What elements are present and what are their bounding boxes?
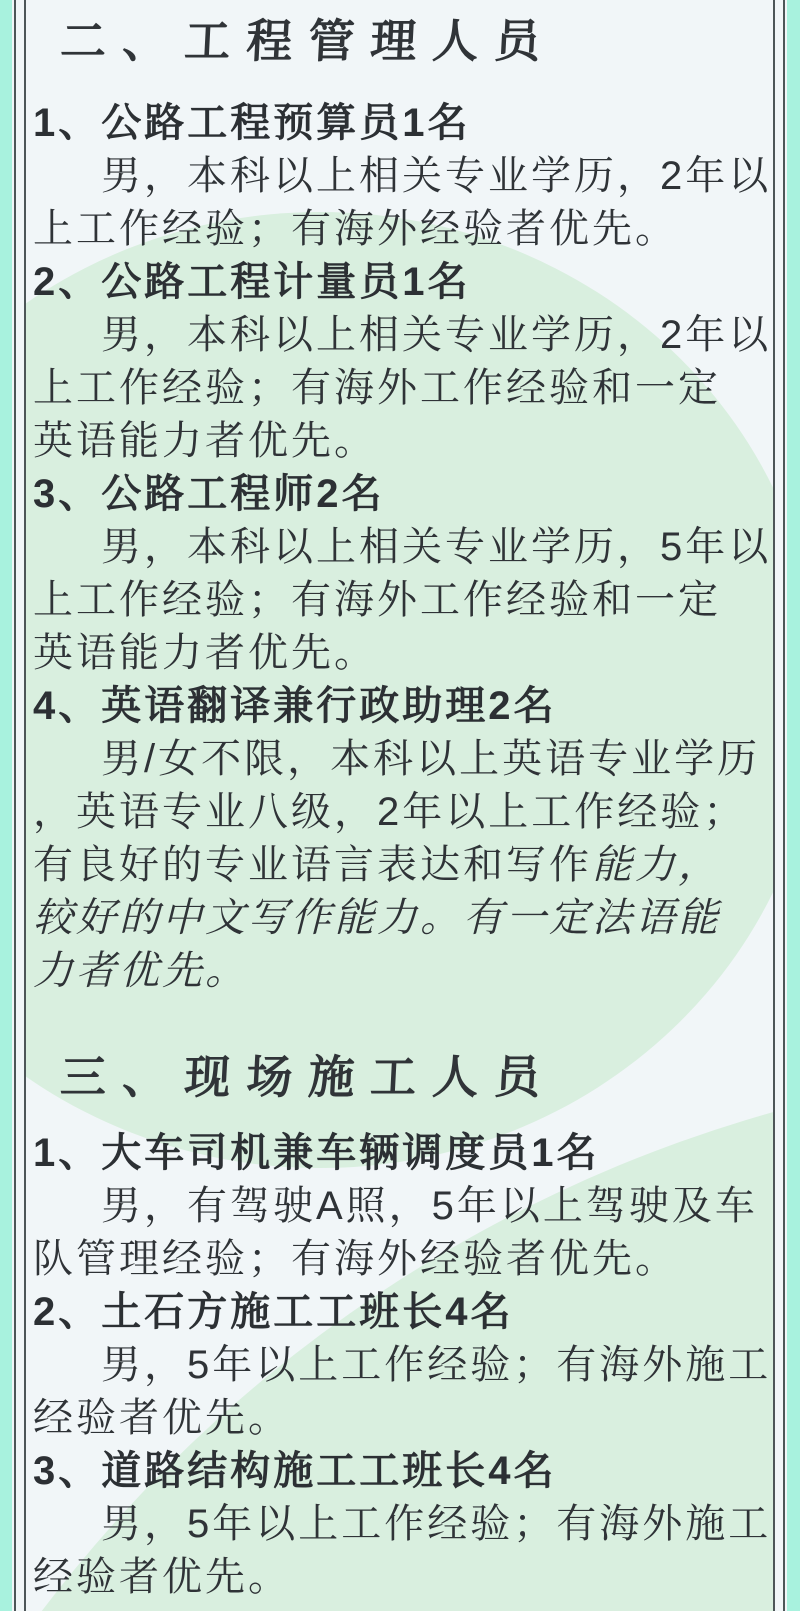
job-title: 2、土石方施工工班长4名 bbox=[33, 1290, 514, 1334]
job-desc-line: 男，本科以上相关专业学历，5年以 bbox=[101, 525, 772, 569]
job-title: 3、道路结构施工工班长4名 bbox=[33, 1449, 557, 1493]
page-edge-strip-right bbox=[787, 0, 800, 1611]
frame-rule-left-outer bbox=[14, 0, 16, 1611]
job-desc-segment-italic: 能力， bbox=[592, 843, 721, 887]
job-desc-line: 经验者优先。 bbox=[33, 1555, 291, 1599]
job-title: 3、公路工程师2名 bbox=[33, 472, 385, 516]
job-desc-line: ，英语专业八级，2年以上工作经验； bbox=[33, 790, 747, 834]
job-desc-line bbox=[33, 839, 765, 892]
job-title: 1、大车司机兼车辆调度员1名 bbox=[33, 1131, 600, 1175]
job-desc-line: 男，5年以上工作经验；有海外施工 bbox=[101, 1502, 772, 1546]
job-title: 4、英语翻译兼行政助理2名 bbox=[33, 684, 557, 728]
job-desc-line: 男，5年以上工作经验；有海外施工 bbox=[101, 1343, 772, 1387]
frame-rule-right-inner bbox=[773, 0, 775, 1611]
job-title: 2、公路工程计量员1名 bbox=[33, 260, 471, 304]
job-desc-line: 英语能力者优先。 bbox=[33, 631, 377, 675]
job-desc-line: 经验者优先。 bbox=[33, 1396, 291, 1440]
job-title: 1、公路工程预算员1名 bbox=[33, 101, 471, 145]
job-desc-line: 较好的中文写作能力。有一定法语能 bbox=[33, 896, 721, 940]
article-body bbox=[26, 0, 773, 1611]
job-desc-line: 上工作经验；有海外工作经验和一定 bbox=[33, 578, 721, 622]
frame-rule-right-outer bbox=[783, 0, 785, 1611]
job-desc-line: 上工作经验；有海外工作经验和一定 bbox=[33, 366, 721, 410]
job-desc-segment: 有良好的专业语言表达和写作 bbox=[33, 843, 592, 887]
job-desc-line: 男，有驾驶A照，5年以上驾驶及车 bbox=[101, 1184, 758, 1228]
job-desc-line: 上工作经验；有海外经验者优先。 bbox=[33, 207, 678, 251]
job-desc-line: 男，本科以上相关专业学历，2年以 bbox=[101, 154, 772, 198]
recruitment-text bbox=[26, 0, 773, 1604]
job-desc-line: 力者优先。 bbox=[33, 949, 248, 993]
section-heading-site-construction: 三、现场施工人员 bbox=[59, 1051, 558, 1103]
section-heading-engineering-management: 二、工程管理人员 bbox=[59, 15, 558, 67]
job-desc-line: 男/女不限，本科以上英语专业学历 bbox=[101, 737, 761, 781]
job-desc-line: 队管理经验；有海外经验者优先。 bbox=[33, 1237, 678, 1281]
job-desc-line: 男，本科以上相关专业学历，2年以 bbox=[101, 313, 772, 357]
page-edge-strip-left bbox=[0, 0, 12, 1611]
job-desc-line: 英语能力者优先。 bbox=[33, 419, 377, 463]
